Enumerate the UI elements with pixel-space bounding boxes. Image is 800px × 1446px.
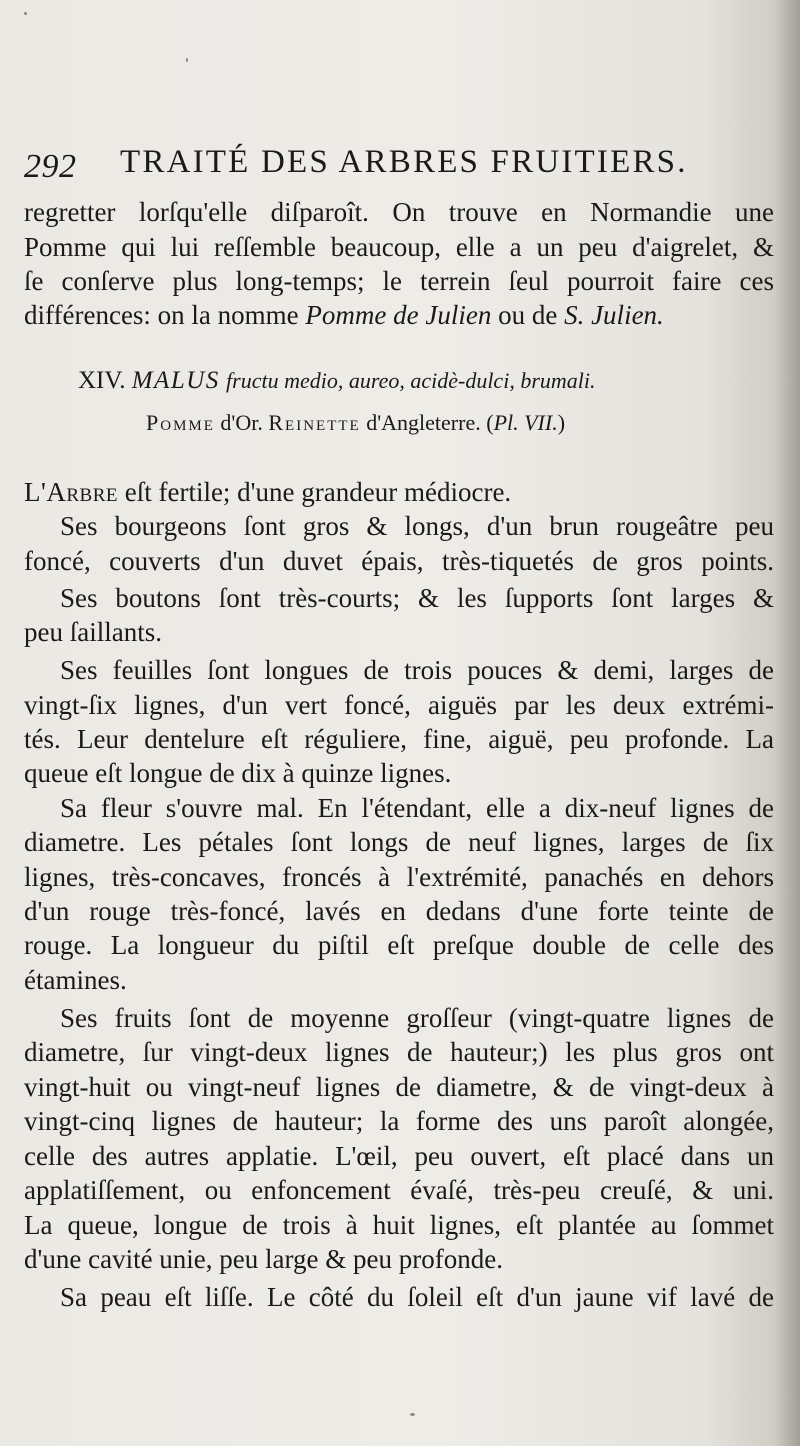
common-name-rest: )	[557, 410, 566, 435]
species-common-names	[146, 410, 565, 436]
species-heading	[78, 367, 596, 395]
ink-speck	[410, 1413, 415, 1416]
text-line: d'une cavité unie, peu large & peu profonde.	[24, 1244, 503, 1274]
variety-name: S. Julien.	[564, 300, 664, 330]
plate-reference: Pl. VII.	[493, 410, 558, 435]
text-line: vingt-huit ou vingt-neuf lignes de diametre, & de vingt-deux à	[24, 1072, 774, 1102]
text-line: tés. Leur dentelure eſt réguliere, fine, aiguë, peu profonde. La	[24, 724, 774, 754]
ink-speck	[24, 12, 27, 15]
page-header	[24, 140, 764, 190]
common-name: Reinette	[268, 410, 361, 435]
page-number: 292	[24, 148, 77, 185]
text-line: d'un rouge très-foncé, lavés en dedans d'une forte teinte de	[24, 896, 774, 926]
text-line: queue eſt longue de dix à quinze lignes.	[24, 758, 452, 788]
text-line: diametre. Les pétales ſont longs de neuf lignes, larges de ſix	[24, 827, 774, 857]
text-line: applatiſſement, ou enfoncement évaſé, très-peu creuſé, & uni.	[24, 1175, 774, 1205]
species-genus: MALUS	[131, 367, 220, 394]
text-line: vingt-cinq lignes de hauteur; la forme des uns paroît alongée,	[24, 1106, 774, 1136]
running-title: TRAITÉ DES ARBRES FRUITIERS.	[120, 144, 688, 180]
text-line: Ses boutons ſont très-courts; & les ſupports ſont larges &	[60, 583, 774, 613]
common-name: Pomme	[146, 410, 215, 435]
text-line	[24, 300, 774, 330]
common-name-rest: d'Or.	[214, 410, 269, 435]
text-run: différences: on la nomme	[24, 300, 306, 330]
text-line: Ses bourgeons ſont gros & longs, d'un brun rougeâtre peu	[60, 511, 774, 541]
species-descriptor: fructu medio, aureo, acidè-dulci, brumali.	[226, 368, 596, 393]
text-line: foncé, couverts d'un duvet épais, très-tiquetés de gros points.	[24, 546, 774, 576]
text-line	[24, 477, 774, 507]
text-line: La queue, longue de trois à huit lignes, eſt plantée au ſommet	[24, 1210, 774, 1240]
text-line: ſe conſerve plus long-temps; le terrein ſeul pourroit faire ces	[24, 266, 774, 296]
text-line: diametre, ſur vingt-deux lignes de hauteur;) les plus gros ont	[24, 1037, 774, 1067]
text-line: Sa fleur s'ouvre mal. En l'étendant, elle a dix-neuf lignes de	[60, 793, 774, 823]
variety-name: Pomme de Julien	[305, 300, 492, 330]
text-line: Ses feuilles ſont longues de trois pouces & demi, larges de	[60, 655, 774, 685]
page-edge-shadow	[774, 0, 800, 1446]
lead-word: L'Arbre	[24, 477, 118, 507]
text-line: lignes, très-concaves, froncés à l'extrémité, panachés en dehors	[24, 862, 774, 892]
text-line: regretter lorſqu'elle diſparoît. On trouve en Normandie une	[24, 197, 774, 227]
text-line: vingt-ſix lignes, d'un vert foncé, aiguës par les deux extrémi-	[24, 690, 774, 720]
species-number: XIV.	[78, 367, 126, 394]
text-run: eſt fertile; d'une grandeur médiocre.	[117, 477, 512, 507]
text-line: rouge. La longueur du piſtil eſt preſque double de celle des	[24, 930, 774, 960]
text-line: étamines.	[24, 965, 127, 995]
text-line: Sa peau eſt liſſe. Le côté du ſoleil eſt d'un jaune vif lavé de	[60, 1282, 774, 1312]
text-line: peu ſaillants.	[24, 617, 162, 647]
text-line: Ses fruits ſont de moyenne groſſeur (vingt-quatre lignes de	[60, 1003, 774, 1033]
text-line: celle des autres applatie. L'œil, peu ouvert, eſt placé dans un	[24, 1141, 774, 1171]
common-name-rest: d'Angleterre. (	[360, 410, 494, 435]
text-run: ou de	[491, 300, 565, 330]
ink-speck	[186, 58, 188, 62]
text-line: Pomme qui lui reſſemble beaucoup, elle a un peu d'aigrelet, &	[24, 232, 774, 262]
